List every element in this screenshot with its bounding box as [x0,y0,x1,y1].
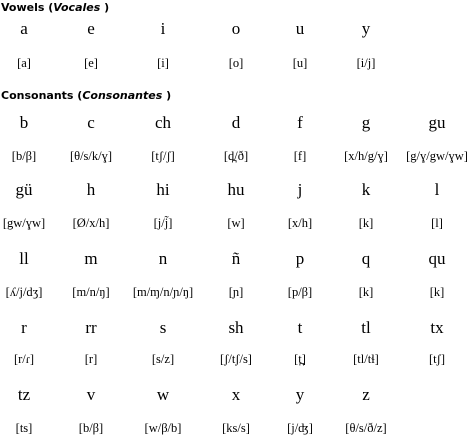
consonant-letter: v [86,385,96,404]
consonant-letter: b [19,113,29,132]
vowel-letter: e [87,19,95,38]
vowel-ipa: [u] [292,56,308,70]
consonant-ipa: [gw/ɣw] [2,216,46,230]
consonant-ipa: [k] [358,285,374,299]
consonant-ipa: [θ/s/k/ɣ] [69,149,113,163]
consonant-letter: gu [428,113,446,132]
consonant-letter: f [297,113,303,132]
consonant-letter: y [295,385,305,404]
consonant-letter: n [158,249,168,268]
consonant-ipa: [ʃ/tʃ/s] [220,352,252,366]
consonant-ipa: [ts] [15,421,33,435]
vowel-ipa: [o] [228,56,244,70]
consonant-ipa: [ɲ] [228,285,244,299]
consonant-ipa: [k] [429,285,445,299]
consonant-ipa: [x/h] [287,216,313,230]
consonant-letter: p [295,249,305,268]
consonant-ipa: [x/h/g/ɣ] [344,149,388,163]
consonant-letter: j [297,180,303,199]
vowels-heading-paren-open: ( [44,1,54,14]
consonant-ipa: [j/ʤ] [287,421,313,435]
consonants-heading-paren-close: ) [162,89,172,102]
vowels-heading [1,1,109,14]
consonant-letter: rr [85,318,97,337]
consonant-letter: k [361,180,371,199]
consonant-letter: l [434,180,440,199]
consonant-letter: m [84,249,98,268]
consonant-letter: sh [228,318,244,337]
consonant-ipa: [b/β] [78,421,104,435]
vowels-heading-paren-close: ) [100,1,110,14]
vowel-ipa: [a] [17,56,31,70]
consonant-letter: h [86,180,96,199]
consonant-ipa: [r/ɾ] [13,352,35,366]
consonant-letter: q [361,249,371,268]
consonant-letter: c [87,113,95,132]
consonant-ipa: [b/β] [11,149,37,163]
consonant-ipa: [tʃ/ʃ] [151,149,175,163]
consonant-ipa: [j/j̃] [153,216,173,230]
consonant-ipa: [tl/tɬ] [353,352,379,366]
consonant-letter: r [21,318,27,337]
consonant-letter: x [231,385,241,404]
consonant-letter: ll [19,249,29,268]
consonant-ipa: [t̪] [294,352,306,366]
consonants-heading-paren-open: ( [73,89,83,102]
consonants-heading-main: Consonants [1,89,74,102]
consonant-ipa: [k] [358,216,374,230]
vowel-letter: a [20,19,28,38]
consonant-ipa: [r] [84,352,98,366]
consonant-letter: s [159,318,167,337]
consonant-ipa: [g/ɣ/gw/ɣw] [406,149,468,163]
consonant-letter: tz [17,385,31,404]
consonants-heading [1,89,171,102]
consonant-letter: g [361,113,371,132]
consonant-ipa: [ks/s] [222,421,250,435]
vowel-letter: u [295,19,305,38]
consonant-ipa: [w/β/b] [144,421,182,435]
consonant-letter: w [156,385,170,404]
vowels-heading-main: Vowels [1,1,45,14]
consonant-letter: hu [227,180,245,199]
consonant-letter: gü [15,180,33,199]
vowels-heading-alt: Vocales [53,1,101,14]
consonant-letter: ñ [231,249,241,268]
consonant-letter: tx [430,318,444,337]
vowel-ipa: [i] [157,56,169,70]
vowel-ipa: [i/j] [356,56,376,70]
consonant-letter: z [362,385,370,404]
vowel-ipa: [e] [84,56,98,70]
consonant-ipa: [s/z] [151,352,175,366]
consonant-letter: hi [156,180,170,199]
consonant-letter: qu [428,249,446,268]
consonant-letter: d [231,113,241,132]
vowel-letter: i [160,19,166,38]
consonant-ipa: [l] [431,216,443,230]
vowel-letter: o [231,19,241,38]
consonant-ipa: [Ø/x/h] [72,216,110,230]
consonant-letter: ch [154,113,172,132]
consonant-ipa: [f] [293,149,307,163]
vowel-letter: y [361,19,371,38]
consonant-ipa: [θ/s/ð/z] [345,421,387,435]
consonant-ipa: [tʃ] [429,352,445,366]
consonant-ipa: [ʎ/j/dʒ] [5,285,43,299]
consonant-ipa: [m/ɱ/n/ɲ/ŋ] [132,285,194,299]
consonant-ipa: [m/n/ŋ] [72,285,110,299]
consonant-ipa: [w] [227,216,245,230]
consonant-letter: tl [361,318,371,337]
consonants-heading-alt: Consonantes [82,89,163,102]
consonant-ipa: [d̪/ð] [223,149,249,163]
consonant-ipa: [p/β] [287,285,313,299]
consonant-letter: t [297,318,303,337]
